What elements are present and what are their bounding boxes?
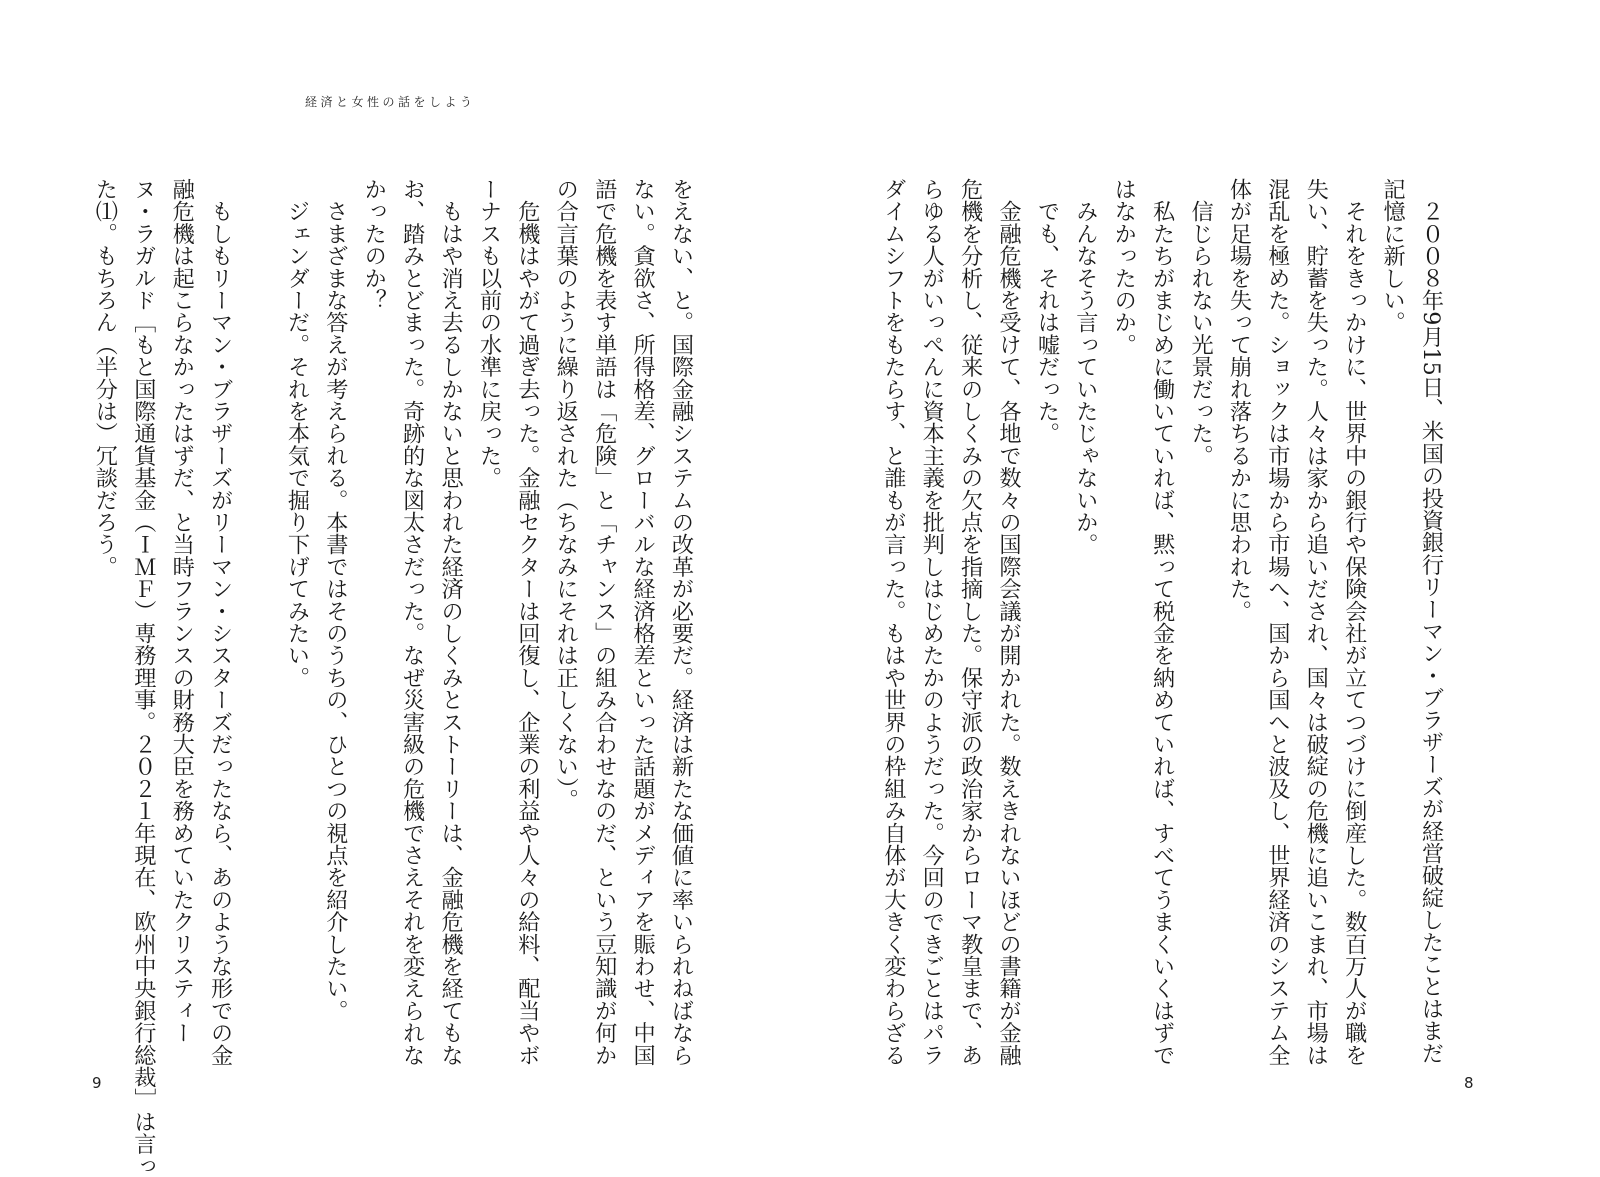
text-line: 私たちがまじめに働いていれば、黙って税金を納めていれば、すべてうまくいくはずで bbox=[1149, 178, 1176, 1066]
text-line: さまざまな答えが考えられる。本書ではそのうちの、ひとつの視点を紹介したい。 bbox=[322, 178, 349, 1022]
right-page-text bbox=[860, 178, 1450, 1066]
text-line: ジェンダーだ。それを本気で掘り下げてみたい。 bbox=[283, 178, 310, 689]
text-line: もしもリーマン・ブラザーズがリーマン・シスターズだったなら、あのような形での金 bbox=[207, 178, 234, 1066]
text-line: 体が足場を失って崩れ落ちるかに思われた。 bbox=[1225, 178, 1252, 622]
text-line: ヌ・ラガルド［もと国際通貨基金（ＩＭＦ）専務理事。２０２１年現在、欧州中央銀行総裁］は言っ bbox=[130, 178, 157, 1177]
text-line bbox=[239, 178, 277, 1030]
page-number-left: 9 bbox=[92, 1074, 102, 1092]
left-page-text bbox=[60, 178, 700, 1177]
text-line: もはや消え去るしかないと思われた経済のしくみとストーリーは、金融危機を経てもな bbox=[437, 178, 464, 1066]
text-line: 危機はやがて過ぎ去った。金融セクターは回復し、企業の利益や人々の給料、配当やボ bbox=[514, 178, 541, 1066]
text-line: 失い、貯蓄を失った。人々は家から追いだされ、国々は破綻の危機に追いこまれ、市場は bbox=[1302, 178, 1329, 1066]
text-line: それをきっかけに、世界中の銀行や保険会社が立てつづけに倒産した。数百万人が職を bbox=[1341, 178, 1368, 1066]
text-line: ２００８年9月15日、米国の投資銀行リーマン・ブラザーズが経営破綻したことはまだ bbox=[1418, 178, 1444, 1064]
text-line: らゆる人がいっぺんに資本主義を批判しはじめたかのようだった。今回のできごとはパラ bbox=[918, 178, 945, 1066]
text-line: 融危機は起こらなかったはずだ、と当時フランスの財務大臣を務めていたクリスティー bbox=[168, 178, 195, 1044]
text-line: 危機を分析し、従来のしくみの欠点を指摘した。保守派の政治家からローマ教皇まで、あ bbox=[957, 178, 984, 1066]
text-line: ダイムシフトをもたらす、と誰もが言った。もはや世界の枠組み自体が大きく変わらざる bbox=[880, 178, 907, 1066]
text-line: ーナスも以前の水準に戻った。 bbox=[475, 178, 502, 489]
page-number-right: 8 bbox=[1464, 1074, 1474, 1092]
text-line: た⑴。もちろん（半分は）冗談だろう。 bbox=[91, 178, 118, 578]
text-line: をえない、と。国際金融システムの改革が必要だ。経済は新たな価値に率いられねばなら bbox=[668, 178, 694, 1066]
text-line: 語で危機を表す単語は「危険」と「チャンス」の組み合わせなのだ、という豆知識が何か bbox=[591, 178, 618, 1066]
text-line: 信じられない光景だった。 bbox=[1187, 178, 1214, 467]
text-line: みんなそう言っていたじゃないか。 bbox=[1072, 178, 1099, 556]
text-line: お、踏みとどまった。奇跡的な図太さだった。なぜ災害級の危機でさえそれを変えられな bbox=[399, 178, 426, 1066]
text-line: でも、それは嘘だった。 bbox=[1033, 178, 1060, 445]
text-line: かったのか？ bbox=[360, 178, 387, 312]
text-line: の合言葉のように繰り返された（ちなみにそれは正しくない）。 bbox=[552, 178, 579, 811]
running-head: 経済と女性の話をしよう bbox=[305, 95, 476, 109]
text-line: 金融危機を受けて、各地で数々の国際会議が開かれた。数えきれないほどの書籍が金融 bbox=[995, 178, 1022, 1066]
text-line: はなかったのか。 bbox=[1110, 178, 1137, 356]
text-line: 混乱を極めた。ショックは市場から市場へ、国から国へと波及し、世界経済のシステム全 bbox=[1264, 178, 1291, 1066]
text-line: 記憶に新しい。 bbox=[1379, 178, 1406, 334]
text-line: ない。貪欲さ、所得格差、グローバルな経済格差といった話題がメディアを賑わせ、中国 bbox=[629, 178, 656, 1066]
